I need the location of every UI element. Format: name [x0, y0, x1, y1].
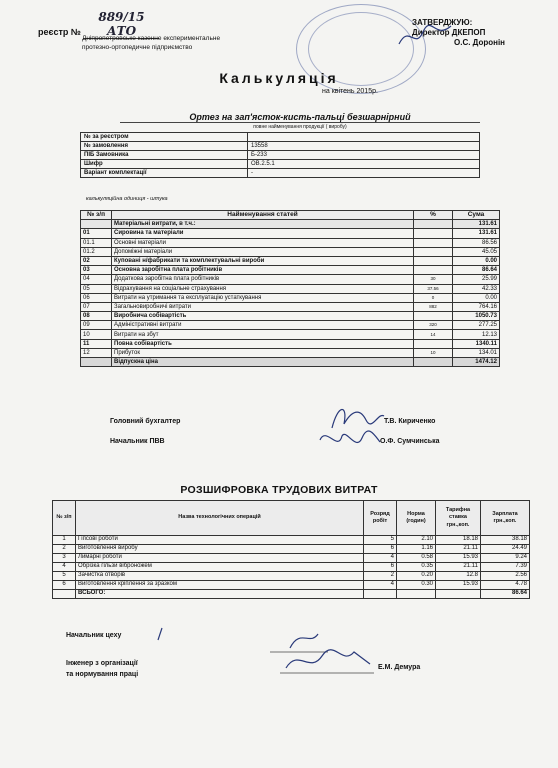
- cost-row-number: 01: [81, 229, 112, 238]
- cost-row-sum: 25.99: [453, 275, 500, 284]
- labor-row-norm: 0.20: [397, 572, 436, 581]
- info-value: -: [248, 169, 480, 178]
- cost-row-name: Виробнича собівартість: [112, 312, 414, 321]
- labor-total-value: 86.64: [481, 590, 530, 599]
- labor-row-operation: Виготовлення виробу: [76, 545, 364, 554]
- calc-date: на квітень 2015р.: [322, 88, 378, 95]
- cost-row-percent: 10: [414, 348, 453, 357]
- labor-header-no: № з/п: [53, 501, 76, 536]
- page-title: Калькуляція: [219, 70, 339, 86]
- labor-row-grade: 6: [364, 563, 397, 572]
- labor-header-operation: Назва технологічних операцій: [76, 501, 364, 536]
- labor-row-pay: 7.39: [481, 563, 530, 572]
- labor-row-number: 3: [53, 554, 76, 563]
- director-signature: [395, 20, 455, 50]
- accountant-role: Головний бухгалтер: [110, 418, 181, 425]
- pvv-name: О.Ф. Сумчинська: [380, 438, 440, 445]
- cost-row-name: Додаткова заробітна плата робітників: [112, 275, 414, 284]
- info-value: 13558: [248, 142, 480, 151]
- labor-total-spacer: [53, 590, 76, 599]
- cost-row-number: 08: [81, 312, 112, 321]
- cost-row-number: 06: [81, 293, 112, 302]
- info-row: [81, 169, 480, 178]
- cost-row: [81, 321, 500, 330]
- cost-row-percent: [414, 358, 453, 367]
- cost-row-percent: 882: [414, 302, 453, 311]
- cost-header-sum: Сума: [453, 211, 500, 220]
- cost-row: [81, 238, 500, 247]
- approval-line-1: ЗАТВЕРДЖУЮ:: [412, 18, 473, 27]
- info-label: № за реєстром: [81, 133, 248, 142]
- labor-table: [52, 500, 530, 599]
- cost-row-name: Основні матеріали: [112, 238, 414, 247]
- cost-row-percent: 0: [414, 293, 453, 302]
- accountant-name: Т.В. Кириченко: [384, 418, 436, 425]
- labor-row-grade: 5: [364, 536, 397, 545]
- cost-row-sum: 42.33: [453, 284, 500, 293]
- cost-row: [81, 293, 500, 302]
- info-label: Шифр: [81, 160, 248, 169]
- labor-row-number: 1: [53, 536, 76, 545]
- labor-total-empty: [364, 590, 397, 599]
- cost-row-number: [81, 358, 112, 367]
- labor-row-number: 4: [53, 563, 76, 572]
- cost-row-percent: [414, 339, 453, 348]
- labor-row-number: 6: [53, 581, 76, 590]
- cost-row-percent: [414, 220, 453, 229]
- approval-line-3: О.С. Доронін: [454, 38, 506, 47]
- cost-row-name: Відрахування на соціальне страхування: [112, 284, 414, 293]
- info-row: [81, 151, 480, 160]
- labor-row-operation: Гіпсові роботи: [76, 536, 364, 545]
- cost-row: [81, 339, 500, 348]
- cost-row-number: 02: [81, 256, 112, 265]
- info-value: ОВ.2.5.1: [248, 160, 480, 169]
- cost-row-percent: 14: [414, 330, 453, 339]
- labor-row-rate: 12.8: [436, 572, 481, 581]
- cost-row-number: 01.2: [81, 247, 112, 256]
- info-value: [248, 133, 480, 142]
- labor-row-grade: 4: [364, 581, 397, 590]
- labor-row-grade: 6: [364, 545, 397, 554]
- labor-row: [53, 572, 530, 581]
- cost-row-sum: 131.61: [453, 229, 500, 238]
- shop-head-role: Начальник цеху: [66, 632, 122, 639]
- info-label: ПІБ Замовника: [81, 151, 248, 160]
- pvv-role: Начальник ПВВ: [110, 438, 165, 445]
- approval-line-2: Директор ДКЕПОП: [412, 28, 486, 37]
- cost-row: [81, 358, 500, 367]
- labor-total-row: [53, 590, 530, 599]
- order-info-table: [80, 132, 480, 178]
- engineer-role-line-2: та нормування праці: [66, 671, 139, 678]
- labor-row-rate: 15.93: [436, 554, 481, 563]
- cost-row: [81, 247, 500, 256]
- cost-row-number: [81, 220, 112, 229]
- registry-label: реєстр №: [38, 27, 81, 37]
- labor-row-pay: 38.18: [481, 536, 530, 545]
- labor-header-grade: Розряд робіт: [364, 501, 397, 536]
- unit-note: калькуляційна одиниця - штука: [86, 196, 168, 202]
- cost-row-sum: 1474.12: [453, 358, 500, 367]
- labor-row-number: 5: [53, 572, 76, 581]
- cost-row: [81, 275, 500, 284]
- cost-row-number: 10: [81, 330, 112, 339]
- labor-header-norm: Норма (годин): [397, 501, 436, 536]
- labor-row: [53, 563, 530, 572]
- cost-row-percent: 320: [414, 321, 453, 330]
- cost-row-name: Загальновиробничі витрати: [112, 302, 414, 311]
- cost-row-sum: 1050.73: [453, 312, 500, 321]
- cost-row-sum: 86.56: [453, 238, 500, 247]
- cost-row-percent: [414, 312, 453, 321]
- labor-total-label: ВСЬОГО:: [76, 590, 364, 599]
- org-line-1: Дніпропетровське казенне експериментальне: [82, 35, 221, 42]
- cost-row-number: 11: [81, 339, 112, 348]
- cost-header-pct: %: [414, 211, 453, 220]
- cost-row-sum: 134.01: [453, 348, 500, 357]
- labor-header-rate: Тарифна ставка грн.,коп.: [436, 501, 481, 536]
- cost-row-percent: [414, 247, 453, 256]
- cost-row: [81, 266, 500, 275]
- labor-row-rate: 21.11: [436, 563, 481, 572]
- labor-header-pay: Зарплата грн.,коп.: [481, 501, 530, 536]
- labor-section-title: РОЗШИФРОВКА ТРУДОВИХ ВИТРАТ: [180, 484, 378, 496]
- cost-row: [81, 284, 500, 293]
- cost-row-number: 07: [81, 302, 112, 311]
- labor-row-operation: Лимарні роботи: [76, 554, 364, 563]
- cost-row-percent: [414, 266, 453, 275]
- cost-row-sum: 277.25: [453, 321, 500, 330]
- labor-total-empty: [397, 590, 436, 599]
- engineer-signature: [280, 646, 376, 676]
- cost-row-name: Витрати на збут: [112, 330, 414, 339]
- labor-row-rate: 21.11: [436, 545, 481, 554]
- info-row: [81, 160, 480, 169]
- cost-row-name: Матеріальні витрати, в т.ч.:: [112, 220, 414, 229]
- labor-total-empty: [436, 590, 481, 599]
- info-value: Б-233: [248, 151, 480, 160]
- labor-row-norm: 2.10: [397, 536, 436, 545]
- cost-header-no: № з/п: [81, 211, 112, 220]
- info-row: [81, 142, 480, 151]
- labor-row: [53, 545, 530, 554]
- labor-row-rate: 15.93: [436, 581, 481, 590]
- cost-table: [80, 210, 500, 367]
- cost-row: [81, 312, 500, 321]
- cost-row-percent: [414, 256, 453, 265]
- cost-row-percent: 37.56: [414, 284, 453, 293]
- cost-row: [81, 302, 500, 311]
- cost-row-sum: 0.00: [453, 293, 500, 302]
- engineer-role-line-1: Інженер з організації: [66, 660, 138, 667]
- org-line-2: протезно-ортопедичне підприємство: [82, 44, 193, 51]
- labor-row-operation: Обрізка гільзи віброножем: [76, 563, 364, 572]
- cost-row-name: Витрати на утримання та експлуатацію устаткування: [112, 293, 414, 302]
- cost-row-number: 05: [81, 284, 112, 293]
- labor-row-pay: 4.78: [481, 581, 530, 590]
- cost-row-sum: 12.13: [453, 330, 500, 339]
- cost-row-number: 04: [81, 275, 112, 284]
- labor-row-pay: 9.24: [481, 554, 530, 563]
- cost-row-percent: [414, 229, 453, 238]
- info-label: Варіант комплектації: [81, 169, 248, 178]
- labor-row-norm: 1.16: [397, 545, 436, 554]
- pvv-signature: [316, 426, 382, 454]
- cost-row-sum: 45.05: [453, 247, 500, 256]
- cost-row-name: Адміністративні витрати: [112, 321, 414, 330]
- cost-row: [81, 348, 500, 357]
- labor-row-pay: 24.49: [481, 545, 530, 554]
- cost-row-number: 03: [81, 266, 112, 275]
- info-row: [81, 133, 480, 142]
- engineer-name: Е.М. Демура: [378, 664, 421, 671]
- cost-row-name: Допоміжні матеріали: [112, 247, 414, 256]
- cost-row-number: 09: [81, 321, 112, 330]
- labor-row-norm: 0.58: [397, 554, 436, 563]
- labor-row-rate: 18.18: [436, 536, 481, 545]
- cost-row-name: Відпускна ціна: [112, 358, 414, 367]
- engineer-role: [66, 658, 138, 680]
- labor-row-number: 2: [53, 545, 76, 554]
- registry-number: 889/15 АТО: [83, 10, 159, 39]
- product-name: Ортез на зап'ясток-кисть-пальці безшарнірний: [120, 112, 480, 123]
- cost-row-sum: 131.61: [453, 220, 500, 229]
- cost-row-sum: 1340.11: [453, 339, 500, 348]
- labor-row-pay: 2.56: [481, 572, 530, 581]
- product-caption: повне найменування продукції ( виробу): [253, 124, 347, 130]
- cost-row-percent: 30: [414, 275, 453, 284]
- cost-row-name: Сировина та матеріали: [112, 229, 414, 238]
- cost-row-percent: [414, 238, 453, 247]
- cost-row-sum: 0.00: [453, 256, 500, 265]
- cost-row-name: Основна заробітна плата робітників: [112, 266, 414, 275]
- cost-row-sum: 86.64: [453, 266, 500, 275]
- cost-row: [81, 330, 500, 339]
- cost-row-number: 01.1: [81, 238, 112, 247]
- cost-row-name: Повна собівартість: [112, 339, 414, 348]
- cost-row-name: Прибуток: [112, 348, 414, 357]
- labor-row-operation: Виготовлення кріплення за зразком: [76, 581, 364, 590]
- labor-row-norm: 0.35: [397, 563, 436, 572]
- cost-row: [81, 256, 500, 265]
- organization-name: [82, 34, 220, 52]
- cost-header-name: Найменування статей: [112, 211, 414, 220]
- labor-row: [53, 554, 530, 563]
- cost-row-number: 12: [81, 348, 112, 357]
- cost-row: [81, 220, 500, 229]
- labor-row-operation: Зачистка отворів: [76, 572, 364, 581]
- labor-row: [53, 536, 530, 545]
- cost-row-name: Куповані н/фабрикати та комплектувальні вироби: [112, 256, 414, 265]
- labor-row-norm: 0.30: [397, 581, 436, 590]
- cost-row: [81, 229, 500, 238]
- cost-row-sum: 764.16: [453, 302, 500, 311]
- labor-row-grade: 4: [364, 554, 397, 563]
- info-label: № замовлення: [81, 142, 248, 151]
- labor-row: [53, 581, 530, 590]
- labor-row-grade: 2: [364, 572, 397, 581]
